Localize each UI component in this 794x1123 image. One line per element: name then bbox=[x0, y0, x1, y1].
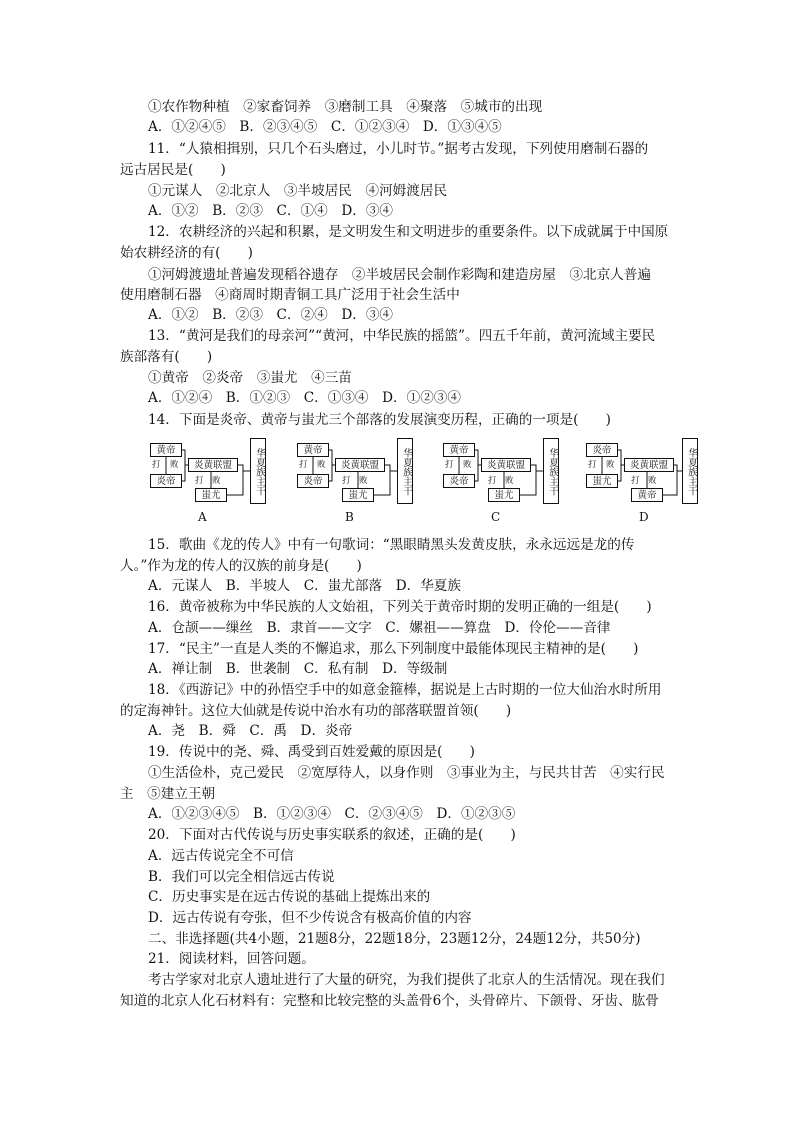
q17-options: A．禅让制 B．世袭制 C．私有制 D．等级制 bbox=[148, 661, 448, 677]
q21-stem: 21．阅读材料，回答问题。 bbox=[148, 951, 315, 967]
q11-items: ①元谋人 ②北京人 ③半坡居民 ④河姆渡居民 bbox=[148, 183, 448, 199]
diagram-top2: 炎帝 bbox=[443, 474, 475, 488]
q18-stem: 18．《西游记》中的孙悟空手中的如意金箍棒，据说是上古时期的一位大仙治水时所用 bbox=[148, 682, 662, 698]
q13-stem-cont: 族部落有( ) bbox=[120, 349, 213, 365]
diagram-b-label: B bbox=[345, 510, 354, 524]
diagram-hit-label: 打 bbox=[152, 460, 161, 470]
diagram-lines bbox=[443, 438, 573, 518]
diagram-bottom: 蚩尤 bbox=[488, 488, 520, 502]
diagram-top2: 蚩尤 bbox=[586, 474, 618, 488]
q20-option-d: D．远古传说有夸张，但不少传说含有极高价值的内容 bbox=[148, 910, 472, 926]
diagram-d bbox=[586, 438, 716, 523]
diagram-top1: 黄帝 bbox=[443, 443, 475, 457]
diagram-sub-defeat: 败 bbox=[359, 476, 368, 486]
q15-options: A．元谋人 B．半坡人 C．蚩尤部落 D．华夏族 bbox=[148, 578, 461, 594]
diagram-sub-hit: 打 bbox=[342, 476, 351, 486]
q20-option-a: A．远古传说完全不可信 bbox=[148, 848, 294, 864]
q10-options: A．①②④⑤ B．②③④⑤ C．①②③④ D．①③④⑤ bbox=[148, 119, 502, 135]
diagram-sub-defeat: 败 bbox=[648, 476, 657, 486]
diagram-d-label: D bbox=[639, 510, 649, 524]
diagram-c-label: C bbox=[491, 510, 501, 524]
q13-stem: 13．“黄河是我们的母亲河”“黄河，中华民族的摇篮”。四五千年前，黄河流域主要民 bbox=[148, 328, 656, 344]
diagram-lines bbox=[150, 438, 280, 518]
q16-stem: 16．黄帝被称为中华民族的人文始祖，下列关于黄帝时期的发明正确的一组是( ) bbox=[148, 599, 652, 615]
diagram-defeat-label: 败 bbox=[317, 460, 326, 470]
q18-options: A．尧 B．舜 C．禹 D．炎帝 bbox=[148, 723, 353, 739]
diagram-a bbox=[150, 438, 280, 523]
diagram-alliance: 炎黄联盟 bbox=[481, 458, 531, 472]
q19-options: A．①②③④⑤ B．①②③④ C．②③④⑤ D．①②③⑤ bbox=[148, 806, 516, 822]
q11-stem: 11．“人猿相揖别，只几个石头磨过，小儿时节。”据考古发现，下列使用磨制石器的 bbox=[148, 141, 649, 157]
diagram-sub-hit: 打 bbox=[488, 476, 497, 486]
diagram-sub-defeat: 败 bbox=[212, 476, 221, 486]
q19-stem: 19．传说中的尧、舜、禹受到百姓爱戴的原因是( ) bbox=[148, 744, 475, 760]
q13-options: A．①②④ B．①②③ C．①③④ D．①②③④ bbox=[148, 390, 461, 406]
diagram-defeat-label: 败 bbox=[606, 460, 615, 470]
diagram-top2: 炎帝 bbox=[150, 474, 182, 488]
diagram-sub-defeat: 败 bbox=[505, 476, 514, 486]
diagram-top1: 炎帝 bbox=[586, 443, 618, 457]
diagram-hit-label: 打 bbox=[588, 460, 597, 470]
q12-options: A．①② B．②③ C．②④ D．③④ bbox=[148, 307, 394, 323]
q17-stem: 17．“民主”一直是人类的不懈追求，那么下列制度中最能体现民主精神的是( ) bbox=[148, 641, 639, 657]
diagram-top1: 黄帝 bbox=[150, 443, 182, 457]
diagram-hit-label: 打 bbox=[299, 460, 308, 470]
q12-items: ①河姆渡遗址普遍发现稻谷遗存 ②半坡居民会制作彩陶和建造房屋 ③北京人普遍 bbox=[148, 267, 651, 283]
diagram-result: 华夏族主干 bbox=[397, 438, 413, 504]
diagram-alliance: 炎黄联盟 bbox=[624, 458, 674, 472]
q20-stem: 20．下面对古代传说与历史事实联系的叙述，正确的是( ) bbox=[148, 827, 516, 843]
q12-items-cont: 使用磨制石器 ④商周时期青铜工具广泛用于社会生活中 bbox=[120, 287, 460, 303]
diagram-top2: 炎帝 bbox=[297, 474, 329, 488]
q11-stem-cont: 远古居民是( ) bbox=[120, 162, 226, 178]
q19-items: ①生活俭朴，克己爱民 ②宽厚待人，以身作则 ③事业为主，与民共甘苦 ④实行民 bbox=[148, 765, 665, 781]
q20-option-c: C．历史事实是在远古传说的基础上提炼出来的 bbox=[148, 889, 431, 905]
q21-material: 考古学家对北京人遗址进行了大量的研究，为我们提供了北京人的生活情况。现在我们 bbox=[148, 972, 665, 988]
diagram-alliance: 炎黄联盟 bbox=[188, 458, 238, 472]
diagram-bottom: 蚩尤 bbox=[342, 488, 374, 502]
diagram-result: 华夏族主干 bbox=[543, 438, 559, 504]
q15-stem-cont: 人。”作为龙的传人的汉族的前身是( ) bbox=[120, 558, 362, 574]
q15-stem: 15．歌曲《龙的传人》中有一句歌词：“黑眼睛黑头发黄皮肤，永永远远是龙的传 bbox=[148, 537, 635, 553]
diagram-lines bbox=[297, 438, 427, 518]
q16-options: A．仓颉——缫丝 B．隶首——文字 C．嫘祖——算盘 D．伶伦——音律 bbox=[148, 620, 611, 636]
q20-option-b: B．我们可以完全相信远古传说 bbox=[148, 869, 335, 885]
q11-options: A．①② B．②③ C．①④ D．③④ bbox=[148, 203, 394, 219]
diagram-alliance: 炎黄联盟 bbox=[335, 458, 385, 472]
diagram-b bbox=[297, 438, 427, 523]
diagram-defeat-label: 败 bbox=[170, 460, 179, 470]
q12-stem: 12．农耕经济的兴起和积累，是文明发生和文明进步的重要条件。以下成就属于中国原 bbox=[148, 224, 669, 240]
diagram-hit-label: 打 bbox=[445, 460, 454, 470]
diagram-a-label: A bbox=[198, 510, 207, 524]
q19-items-cont: 主 ⑤建立王朝 bbox=[120, 786, 216, 802]
diagram-defeat-label: 败 bbox=[463, 460, 472, 470]
q10-items: ①农作物种植 ②家畜饲养 ③磨制工具 ④聚落 ⑤城市的出现 bbox=[148, 99, 543, 115]
section-heading: 二、非选择题(共4小题，21题8分，22题18分，23题12分，24题12分，共50分) bbox=[148, 931, 641, 947]
diagram-bottom: 黄帝 bbox=[631, 488, 663, 502]
q12-stem-cont: 始农耕经济的有( ) bbox=[120, 245, 253, 261]
diagram-result: 华夏族主干 bbox=[682, 438, 698, 504]
diagram-sub-hit: 打 bbox=[195, 476, 204, 486]
q18-stem-cont: 的定海神针。这位大仙就是传说中治水有功的部落联盟首领( ) bbox=[120, 703, 512, 719]
q21-material-cont: 知道的北京人化石材料有：完整和比较完整的头盖骨6个，头骨碎片、下颌骨、牙齿、肱骨 bbox=[120, 993, 659, 1009]
diagram-top1: 黄帝 bbox=[297, 443, 329, 457]
diagram-bottom: 蚩尤 bbox=[195, 488, 227, 502]
diagram-sub-hit: 打 bbox=[631, 476, 640, 486]
q14-stem: 14．下面是炎帝、黄帝与蚩尤三个部落的发展演变历程，正确的一项是( ) bbox=[148, 412, 611, 428]
diagram-c bbox=[443, 438, 573, 523]
diagram-lines bbox=[586, 438, 716, 518]
q13-items: ①黄帝 ②炎帝 ③蚩尤 ④三苗 bbox=[148, 370, 352, 386]
diagram-result: 华夏族主干 bbox=[250, 438, 266, 504]
